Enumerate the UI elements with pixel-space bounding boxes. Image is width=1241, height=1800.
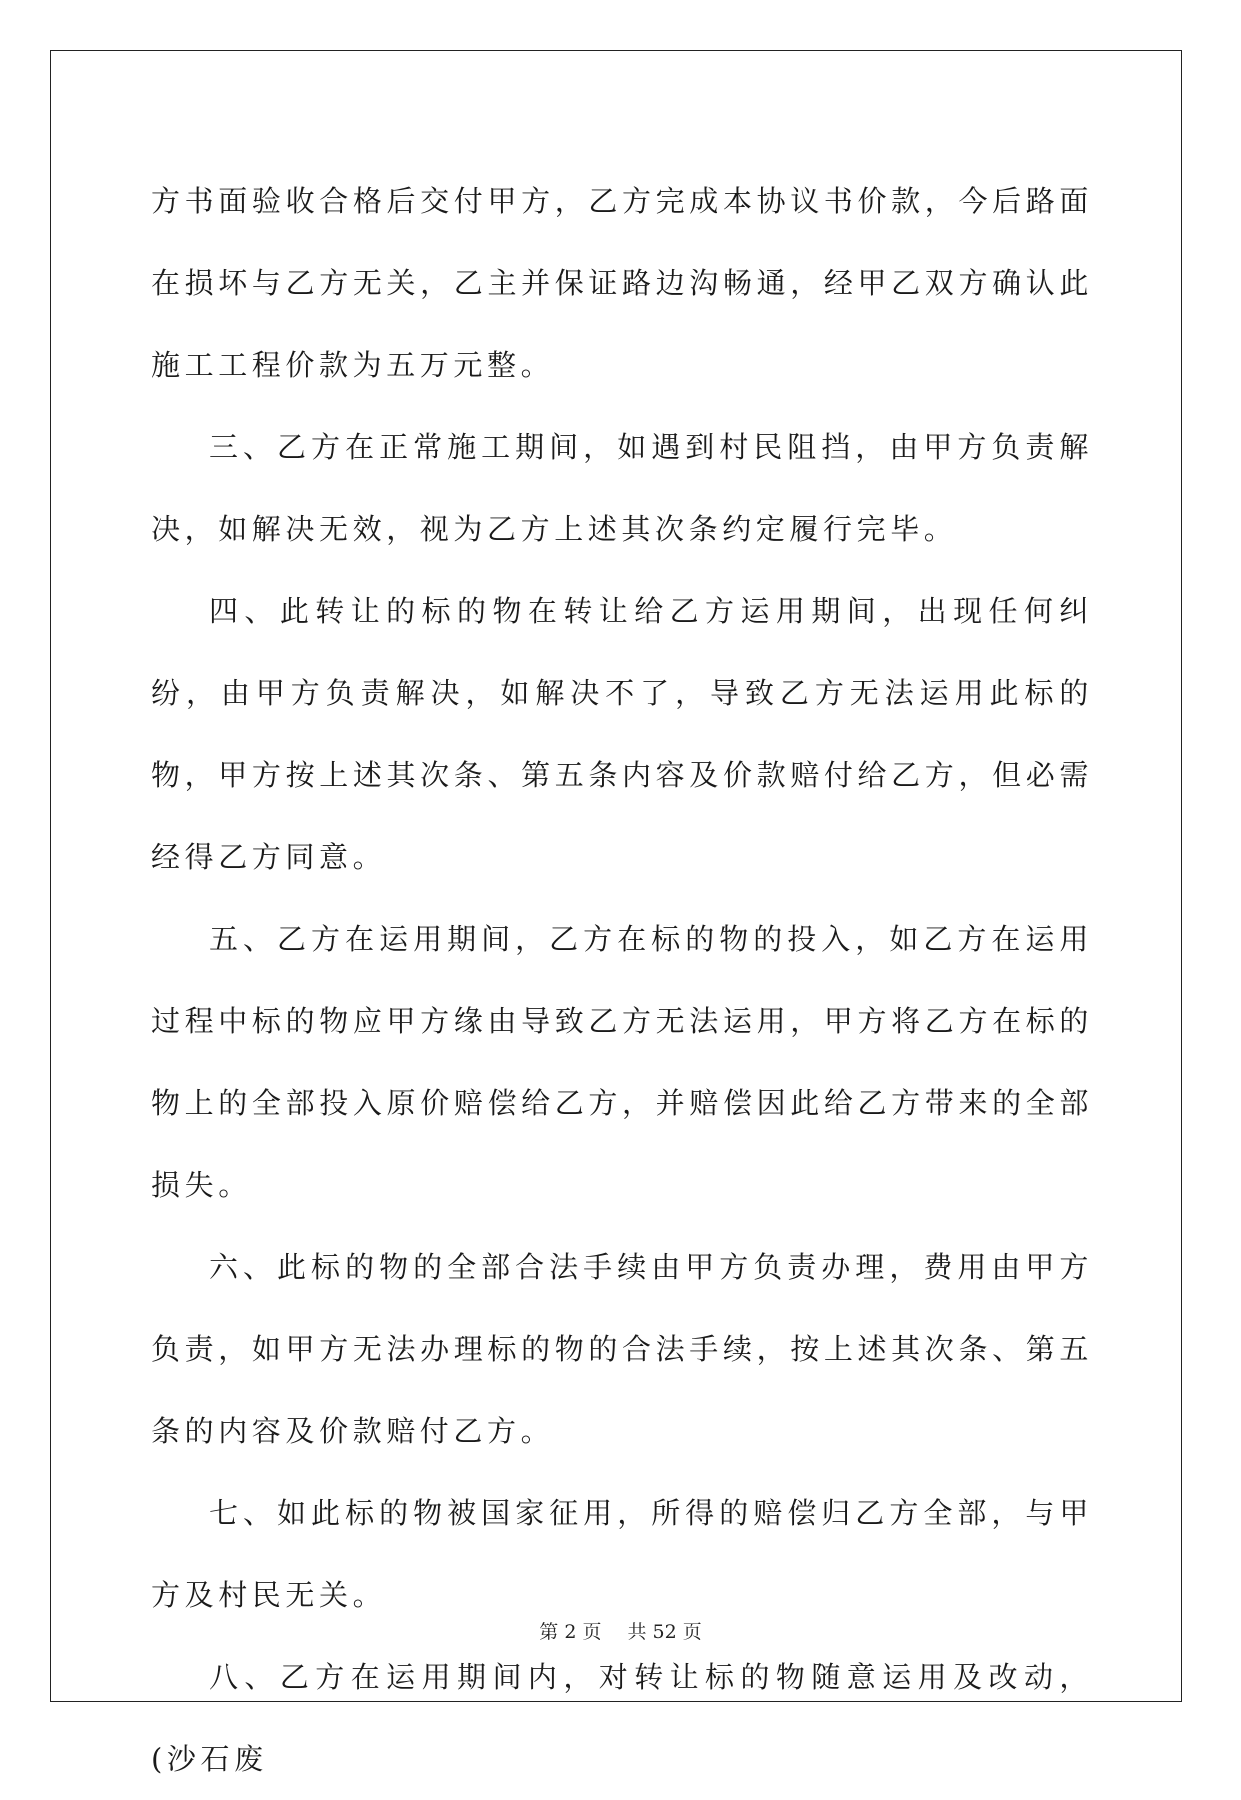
paragraph-clause-3: 三、乙方在正常施工期间，如遇到村民阻挡，由甲方负责解决，如解决无效，视为乙方上述其次条约定履行完毕。 — [151, 430, 1093, 546]
paragraph-clause-6: 六、此标的物的全部合法手续由甲方负责办理，费用由甲方负责，如甲方无法办理标的物的合法手续，按上述其次条、第五条的内容及价款赔付乙方。 — [151, 1250, 1093, 1448]
page-number: 第 2 页 — [539, 1621, 602, 1643]
page-footer — [0, 1617, 1241, 1644]
paragraph-clause-8: 八、乙方在运用期间内，对转让标的物随意运用及改动，(沙石废 — [151, 1660, 1093, 1776]
document-body — [151, 160, 1093, 1800]
page-total: 共 52 页 — [627, 1621, 702, 1643]
paragraph-clause-4: 四、此转让的标的物在转让给乙方运用期间，出现任何纠纷，由甲方负责解决，如解决不了，导致乙方无法运用此标的物，甲方按上述其次条、第五条内容及价款赔付给乙方，但必需经得乙方同意。 — [151, 594, 1093, 874]
paragraph-clause-5: 五、乙方在运用期间，乙方在标的物的投入，如乙方在运用过程中标的物应甲方缘由导致乙方无法运用，甲方将乙方在标的物上的全部投入原价赔偿给乙方，并赔偿因此给乙方带来的全部损失。 — [151, 922, 1093, 1202]
paragraph-clause-7: 七、如此标的物被国家征用，所得的赔偿归乙方全部，与甲方及村民无关。 — [151, 1496, 1093, 1612]
paragraph-continuation: 方书面验收合格后交付甲方，乙方完成本协议书价款，今后路面在损坏与乙方无关，乙主并保证路边沟畅通，经甲乙双方确认此施工工程价款为五万元整。 — [151, 184, 1093, 382]
